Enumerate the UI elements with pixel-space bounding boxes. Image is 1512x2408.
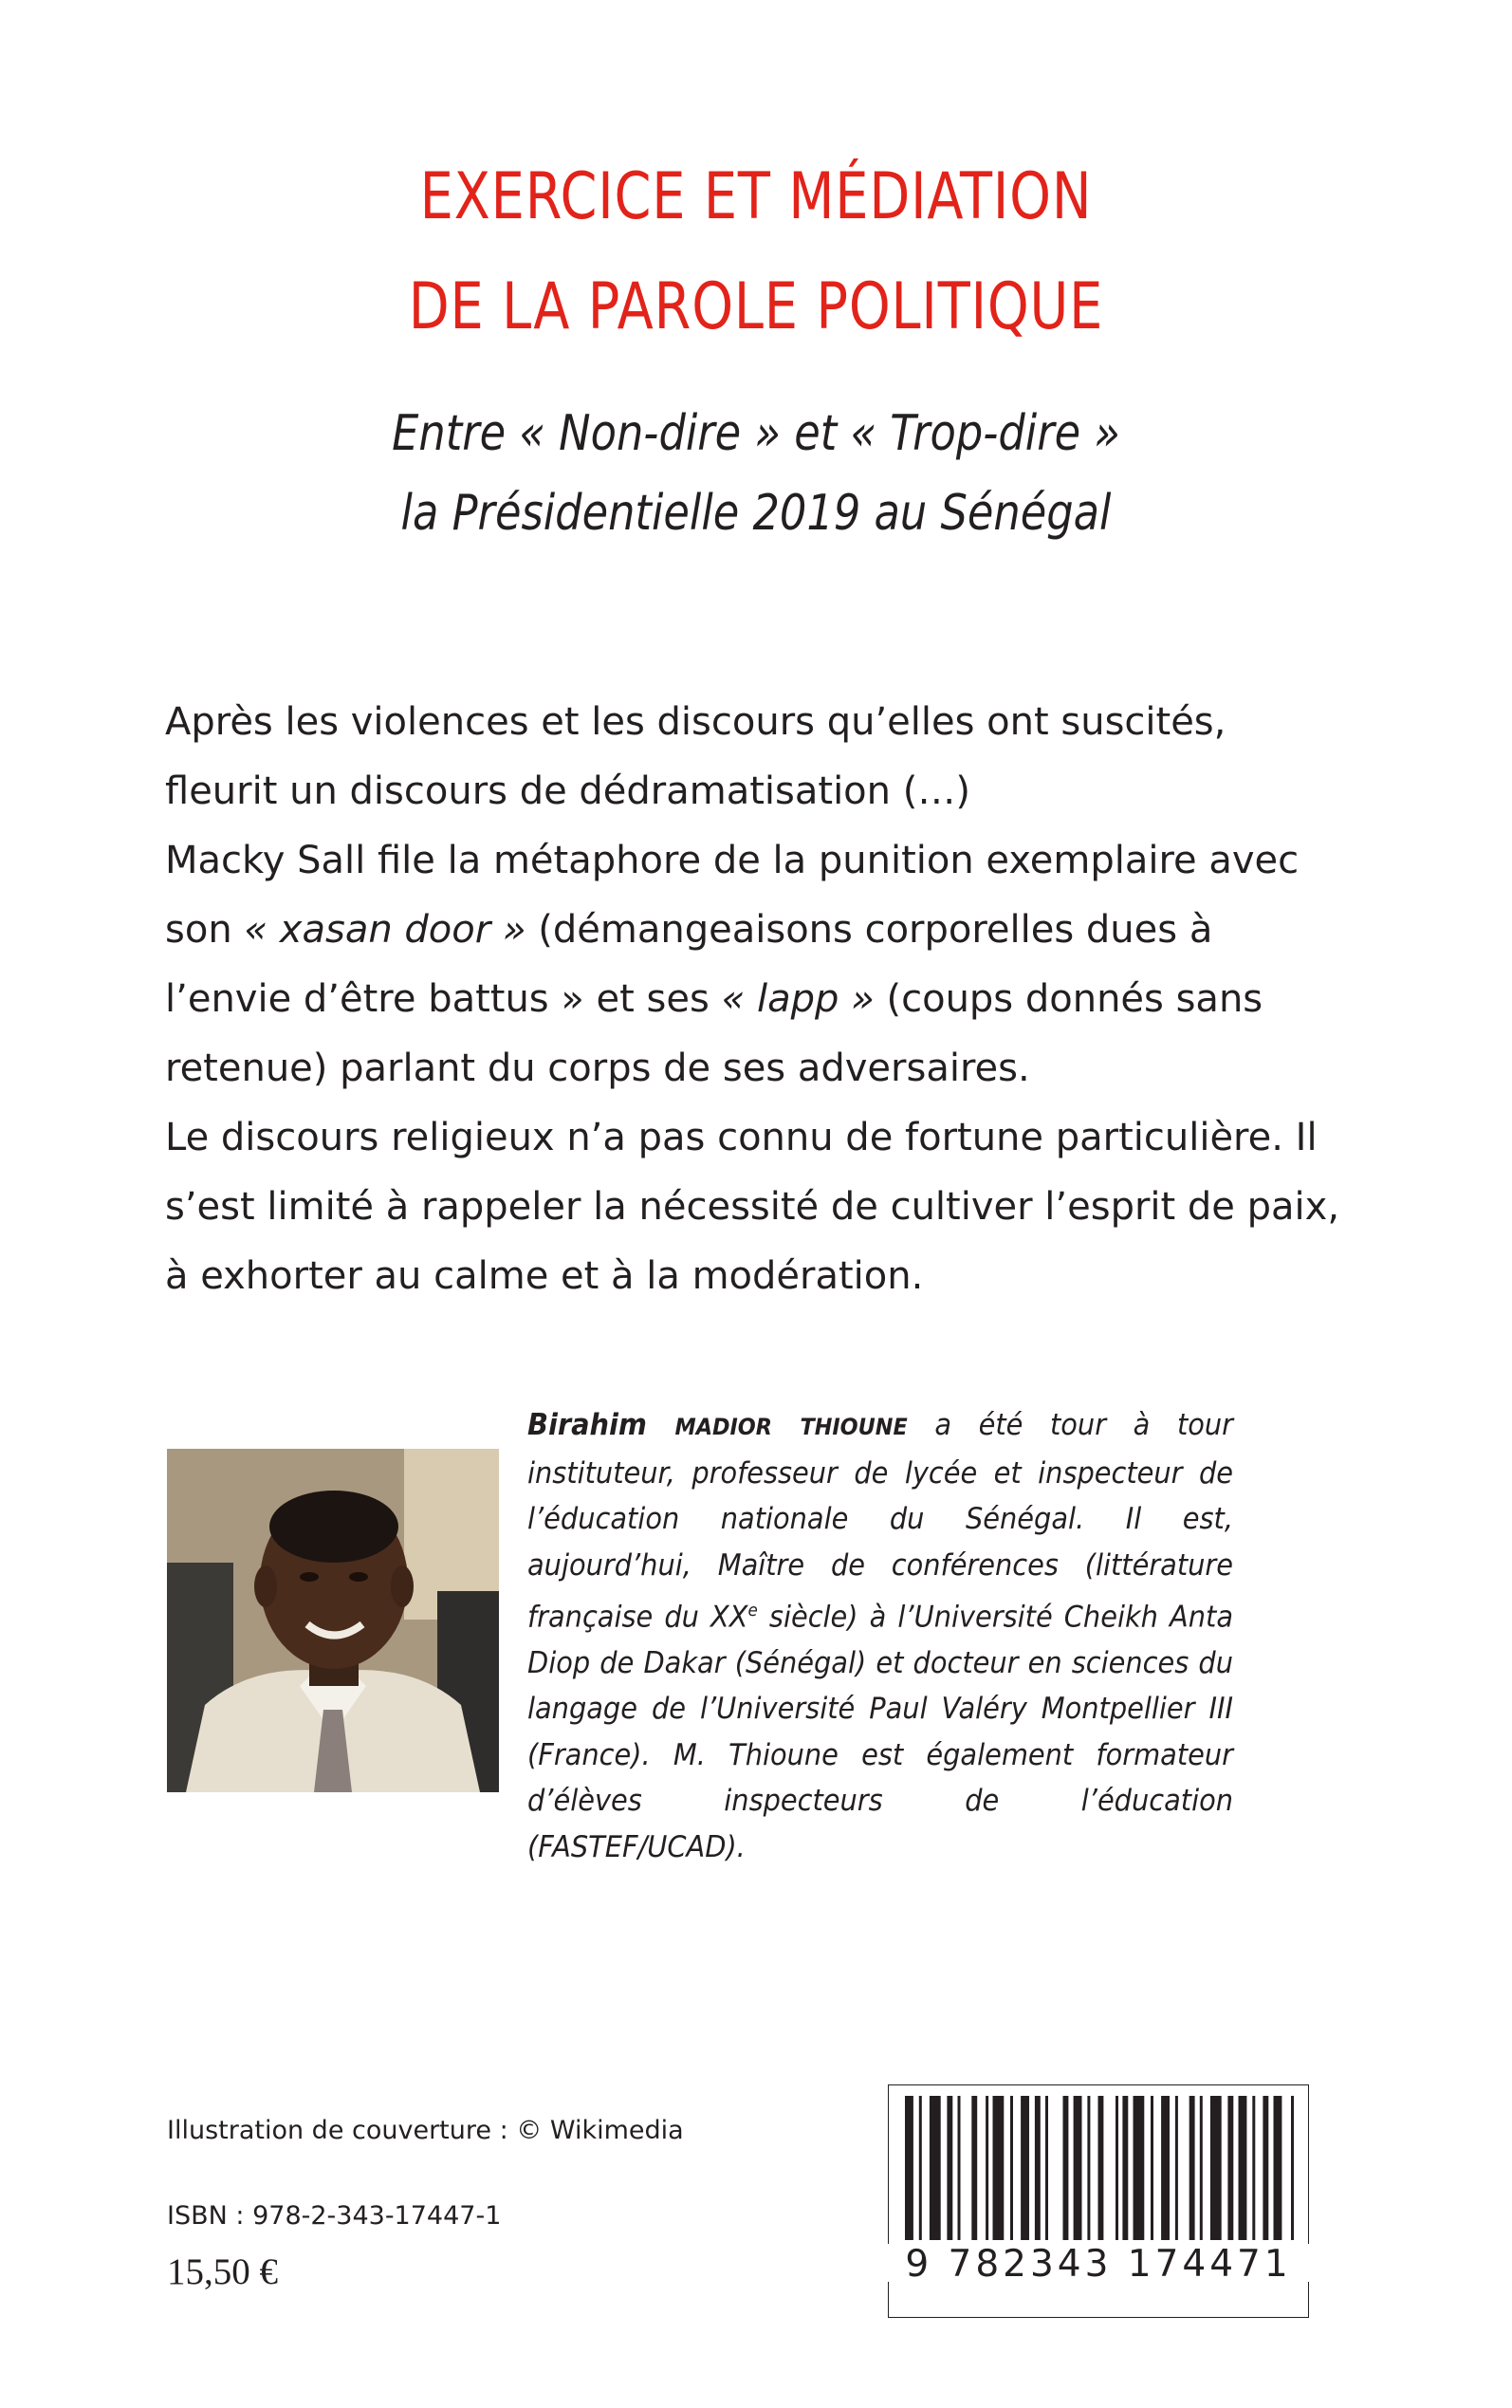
author-bio-text: a été tour à tour instituteur, professeur de lycée et inspecteur de l’éducation nationale du Sénégal. Il est, aujourd’hui, Maître de conférences (littérature française du XX (527, 1408, 1234, 1635)
barcode-bar (993, 2096, 1005, 2240)
subtitle-line-2: la Présidentielle 2019 au Sénégal (400, 485, 1112, 542)
barcode-bar (1175, 2096, 1178, 2240)
isbn-barcode (888, 2084, 1309, 2318)
barcode-bar (919, 2096, 922, 2240)
author-photo (167, 1449, 499, 1792)
author-bio-text-continued: siècle) à l’Université Cheikh Anta Diop de Dakar (Sénégal) et docteur en sciences du langage de l’Université Paul Valéry Montpellier III (France). M. Thioune est également formateur d’élèves inspecteurs de l’éducation (FASTEF/UCAD). (527, 1600, 1233, 1864)
barcode-bar (905, 2096, 913, 2240)
barcode-bar (1200, 2096, 1203, 2240)
barcode-digits: 9 782343 174471 (888, 2244, 1309, 2282)
barcode-bar (1263, 2096, 1268, 2240)
barcode-bar (1035, 2096, 1041, 2240)
century-superscript: e (747, 1601, 758, 1621)
barcode-bar (1210, 2096, 1222, 2240)
summary-paragraph-2 (165, 826, 1341, 1103)
barcode-bar (1116, 2096, 1118, 2240)
barcode-bar (1252, 2096, 1255, 2240)
author-biography (527, 1402, 1233, 1870)
barcode-bar (1227, 2096, 1233, 2240)
barcode-bar (986, 2096, 988, 2240)
subtitle-line-1: Entre « Non-dire » et « Trop-dire » (392, 405, 1120, 462)
barcode-bar (1063, 2096, 1069, 2240)
summary-term-xasan-door: « xasan door » (244, 908, 526, 952)
barcode-bar (1291, 2096, 1294, 2240)
summary-term-lapp: « lapp » (721, 977, 875, 1021)
summary-paragraph-3: Le discours religieux n’a pas connu de fortune particulière. Il s’est limité à rappeler la nécessité de cultiver l’esprit de paix, à exhorter au calme et à la modération. (165, 1116, 1340, 1298)
barcode-bar (1161, 2096, 1170, 2240)
barcode-bar (947, 2096, 952, 2240)
isbn: ISBN : 978-2-343-17447-1 (167, 2201, 502, 2231)
barcode-bar (1087, 2096, 1090, 2240)
cover-illustration-credit: Illustration de couverture : © Wikimedia (167, 2116, 684, 2145)
barcode-bar (1239, 2096, 1247, 2240)
book-title (136, 142, 1375, 362)
summary-text: (démangeaisons corporelles dues à l’envie d’être battus » et ses (165, 908, 1213, 1021)
price: 15,50 € (167, 2251, 278, 2292)
barcode-bar (1122, 2096, 1128, 2240)
barcode-bar (1045, 2096, 1048, 2240)
title-line-2: DE LA PAROLE POLITIQUE (408, 269, 1104, 344)
barcode-bar (1021, 2096, 1029, 2240)
barcode-bar (1010, 2096, 1013, 2240)
back-cover-summary (165, 688, 1341, 1311)
barcode-bar (971, 2096, 977, 2240)
barcode-bar (1098, 2096, 1104, 2240)
author-first-name: Birahim (527, 1408, 647, 1442)
barcode-bar (930, 2096, 941, 2240)
author-last-name: THIOUNE (800, 1414, 908, 1440)
title-line-1: EXERCICE ET MÉDIATION (419, 159, 1093, 234)
summary-text: (coups donnés sans retenue) parlant du corps de ses adversaires. (165, 977, 1263, 1090)
author-middle-name: MADIOR (674, 1414, 772, 1440)
barcode-bar (1074, 2096, 1082, 2240)
barcode-bar (1151, 2096, 1153, 2240)
author-portrait-illustration (167, 1449, 499, 1792)
book-subtitle (106, 394, 1407, 553)
barcode-bar (1189, 2096, 1195, 2240)
summary-paragraph-1: Après les violences et les discours qu’elles ont suscités, fleurit un discours de dédramatisation (…) (165, 700, 1226, 813)
summary-text: Macky Sall file la métaphore de la punition exemplaire avec son (165, 839, 1300, 952)
barcode-bar (1134, 2096, 1145, 2240)
barcode-bar (1274, 2096, 1282, 2240)
barcode-bar (958, 2096, 961, 2240)
